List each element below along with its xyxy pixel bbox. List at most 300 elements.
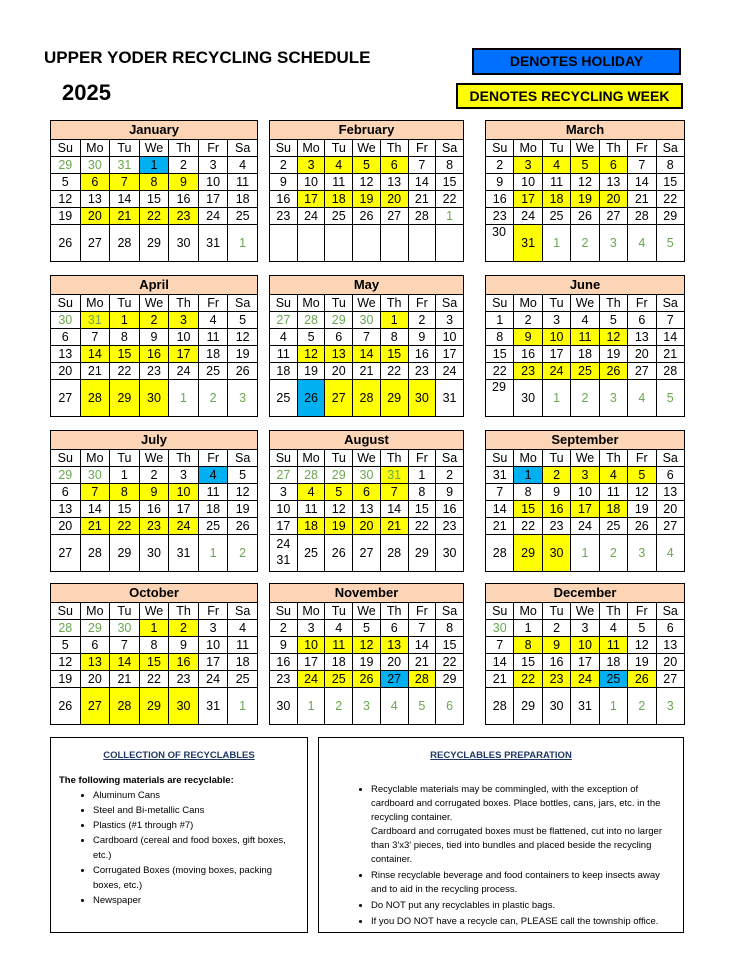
day-number: 6: [609, 158, 617, 172]
day-number: 16: [414, 347, 429, 361]
day-cell: [409, 312, 437, 329]
day-number: 20: [606, 192, 621, 206]
weekday-label: Mo: [514, 140, 542, 157]
day-number: 13: [87, 192, 102, 206]
day-number: 16: [147, 502, 161, 516]
day-number: 29: [331, 468, 346, 482]
day-number: 5: [638, 621, 646, 635]
day-number: 28: [117, 699, 132, 713]
day-cell: [81, 363, 111, 380]
weekday-header-row: [270, 450, 464, 467]
day-cell: [409, 535, 437, 572]
day-cell: [298, 191, 326, 208]
day-cell: [600, 346, 628, 363]
day-cell: [325, 518, 353, 535]
week-row: [270, 688, 464, 725]
day-number: 23: [549, 519, 564, 533]
month-name: June: [486, 276, 685, 295]
day-number: 21: [117, 209, 132, 223]
day-number: 27: [634, 364, 649, 378]
day-number: 20: [663, 502, 678, 516]
weekday-label: We: [140, 603, 170, 620]
day-number: 7: [362, 330, 370, 344]
day-number: 14: [359, 347, 374, 361]
day-number: 1: [390, 313, 398, 327]
day-number: 3: [279, 485, 287, 499]
day-number: 6: [666, 621, 674, 635]
day-cell: [628, 157, 656, 174]
day-cell: [657, 312, 685, 329]
day-cell: [514, 346, 542, 363]
day-cell: [199, 654, 229, 671]
day-cell: [436, 329, 464, 346]
day-number: 21: [492, 519, 507, 533]
day-cell: [436, 157, 464, 174]
day-cell: [140, 501, 170, 518]
day-number: 15: [442, 175, 457, 189]
day-cell: [325, 620, 353, 637]
day-cell: [110, 501, 140, 518]
day-number: 6: [638, 313, 646, 327]
day-cell: [486, 346, 514, 363]
day-cell: [51, 654, 81, 671]
day-number: 31: [176, 546, 191, 560]
day-number: 9: [553, 638, 561, 652]
day-cell: [409, 620, 437, 637]
day-number: 18: [578, 347, 592, 361]
day-number: 15: [414, 502, 429, 516]
list-item: • Aluminum Cans: [93, 788, 299, 803]
day-cell: [298, 329, 326, 346]
list-item: Cardboard and corrugated boxes must be flattened, cut into no larger than 3'x3' pieces, tied into bundles and placed beside the recycling container.: [371, 826, 662, 865]
day-cell: [298, 671, 326, 688]
day-number: 21: [414, 192, 429, 206]
day-number: 24: [304, 209, 318, 223]
day-number: 3: [581, 468, 589, 482]
day-number: 25: [206, 519, 221, 533]
day-cell: [353, 225, 381, 262]
day-cell: [353, 535, 381, 572]
day-cell: [628, 637, 656, 654]
day-cell: [600, 654, 628, 671]
day-number: 14: [117, 655, 132, 669]
day-cell: [110, 208, 140, 225]
day-number: 23: [176, 209, 191, 223]
day-number: 21: [117, 672, 132, 686]
week-row: [270, 518, 464, 535]
day-number: 5: [239, 313, 247, 327]
day-number: 19: [58, 209, 73, 223]
day-cell: [657, 467, 685, 484]
day-number: 1: [496, 313, 504, 327]
day-cell: [169, 467, 199, 484]
month-name: November: [270, 584, 464, 603]
day-cell: [514, 637, 542, 654]
day-number: 13: [58, 502, 73, 516]
day-cell: [325, 208, 353, 225]
day-cell: [353, 637, 381, 654]
day-cell: [298, 535, 326, 572]
day-number: 10: [176, 330, 191, 344]
day-number: 25: [606, 519, 621, 533]
day-cell: [140, 637, 170, 654]
day-number: 27: [606, 209, 621, 223]
day-cell: [140, 620, 170, 637]
day-number: 6: [335, 330, 343, 344]
day-number: 13: [387, 638, 402, 652]
day-number: 25: [235, 672, 250, 686]
day-number: 27: [387, 672, 402, 686]
day-cell: [514, 535, 542, 572]
day-cell: [81, 637, 111, 654]
day-cell: [600, 380, 628, 417]
day-number: 28: [304, 468, 318, 482]
day-cell: [140, 518, 170, 535]
day-number: 8: [418, 485, 426, 499]
preparation-list: [371, 783, 665, 929]
day-cell: [298, 346, 326, 363]
weekday-label: Th: [169, 450, 199, 467]
day-cell: [436, 174, 464, 191]
week-row: [486, 484, 685, 501]
day-number: 10: [206, 175, 221, 189]
week-row: [51, 620, 258, 637]
day-cell: [298, 620, 326, 637]
day-cell: [81, 329, 111, 346]
day-number: 19: [634, 655, 649, 669]
day-cell: [199, 346, 229, 363]
day-number: 23: [276, 672, 291, 686]
day-number: 2: [581, 236, 589, 250]
day-number: 29: [147, 236, 161, 250]
day-number: 26: [304, 391, 318, 405]
day-number: 28: [304, 313, 318, 327]
day-number: 28: [634, 209, 649, 223]
week-row: [486, 467, 685, 484]
weekday-label: Su: [486, 295, 514, 312]
day-number: 27: [276, 468, 291, 482]
day-cell: [571, 637, 599, 654]
day-number: 31: [492, 468, 507, 482]
day-cell: [436, 518, 464, 535]
day-cell: [381, 208, 409, 225]
day-cell: [325, 654, 353, 671]
day-number: 13: [387, 175, 402, 189]
day-cell: [51, 671, 81, 688]
weekday-header-row: [486, 295, 685, 312]
day-number: 14: [414, 638, 429, 652]
day-cell: [381, 484, 409, 501]
day-cell: [110, 671, 140, 688]
day-cell: [514, 225, 542, 262]
day-number: 7: [120, 175, 128, 189]
day-cell: [571, 484, 599, 501]
day-number: 19: [359, 655, 374, 669]
day-number: 12: [359, 638, 374, 652]
day-cell: [169, 518, 199, 535]
day-cell: [169, 535, 199, 572]
day-number: 29: [442, 672, 457, 686]
day-number: 3: [209, 158, 217, 172]
day-cell: [228, 637, 258, 654]
weekday-header-row: [51, 140, 258, 157]
day-number: 2: [609, 546, 617, 560]
day-cell: [600, 363, 628, 380]
day-cell: [270, 688, 298, 725]
day-number: 7: [390, 485, 398, 499]
day-cell: [486, 688, 514, 725]
day-cell: [486, 518, 514, 535]
weekday-label: Th: [381, 140, 409, 157]
day-number: 1: [307, 699, 315, 713]
month-name: July: [51, 431, 258, 450]
day-cell: [600, 535, 628, 572]
day-cell: [110, 363, 140, 380]
day-cell: [543, 535, 571, 572]
day-cell: [543, 208, 571, 225]
day-cell: [228, 654, 258, 671]
day-cell: [51, 484, 81, 501]
day-cell: [657, 157, 685, 174]
day-cell: [110, 484, 140, 501]
weekday-label: We: [353, 140, 381, 157]
day-cell: [199, 501, 229, 518]
day-cell: [514, 467, 542, 484]
weekday-label: Sa: [657, 603, 685, 620]
day-number: 20: [359, 519, 374, 533]
day-number: 30: [549, 546, 564, 560]
day-cell: [199, 329, 229, 346]
day-cell: [199, 208, 229, 225]
day-cell: [628, 191, 656, 208]
weekday-label: Sa: [657, 450, 685, 467]
day-number: 14: [87, 347, 102, 361]
day-cell: [514, 312, 542, 329]
day-number: 6: [446, 699, 454, 713]
weekday-header-row: [486, 140, 685, 157]
week-row: [270, 157, 464, 174]
day-number: 27: [58, 391, 73, 405]
day-number: 25: [606, 672, 621, 686]
week-row: [270, 312, 464, 329]
weekday-label: Mo: [514, 295, 542, 312]
day-cell: [110, 637, 140, 654]
day-number: 24: [206, 209, 221, 223]
day-number: 18: [235, 655, 250, 669]
day-number: 11: [606, 485, 620, 499]
day-cell: [169, 225, 199, 262]
day-cell: [110, 380, 140, 417]
day-cell: [381, 225, 409, 262]
day-cell: [571, 208, 599, 225]
day-cell: [381, 535, 409, 572]
day-cell: [486, 208, 514, 225]
day-number: 1: [209, 546, 217, 560]
day-cell: [270, 671, 298, 688]
day-cell: [353, 191, 381, 208]
day-number: 3: [609, 391, 617, 405]
day-number: 31: [442, 391, 457, 405]
day-cell: [270, 191, 298, 208]
day-number: 3: [581, 621, 589, 635]
day-number: 14: [414, 175, 429, 189]
week-row: [51, 191, 258, 208]
day-cell: [81, 191, 111, 208]
day-number: 16: [147, 347, 161, 361]
month-september: [485, 430, 685, 572]
list-item: • Corrugated Boxes (moving boxes, packing boxes, etc.): [93, 863, 299, 893]
day-cell: [436, 637, 464, 654]
day-cell: [140, 654, 170, 671]
day-cell: [81, 174, 111, 191]
month-name: August: [270, 431, 464, 450]
day-cell: [228, 363, 258, 380]
day-number: 10: [304, 175, 318, 189]
day-number: 1: [239, 236, 247, 250]
month-name: September: [486, 431, 685, 450]
day-cell: [110, 329, 140, 346]
day-cell: [325, 501, 353, 518]
day-cell: [169, 688, 199, 725]
day-cell: [110, 312, 140, 329]
day-number: 16: [176, 192, 191, 206]
day-number: 8: [446, 621, 454, 635]
day-number: 4: [609, 621, 617, 635]
day-number: 2: [209, 391, 217, 405]
day-number: 28: [492, 699, 507, 713]
week-row: [51, 654, 258, 671]
day-cell: [543, 501, 571, 518]
day-number: 30: [359, 313, 374, 327]
day-number: 22: [117, 364, 132, 378]
day-number: 11: [550, 175, 564, 189]
day-cell: [199, 225, 229, 262]
day-number: 25: [276, 391, 291, 405]
day-cell: [325, 637, 353, 654]
day-number: 19: [235, 502, 250, 516]
day-cell: [81, 157, 111, 174]
day-number: 26: [578, 209, 592, 223]
day-number: 14: [492, 502, 507, 516]
list-item: • Recyclable materials may be commingled, with the exception of cardboard and corrugated boxes. Place bottles, cans, jars, etc. in the recycling container.: [371, 783, 665, 825]
day-cell: [228, 346, 258, 363]
day-number: 29: [58, 468, 73, 482]
day-cell: [270, 620, 298, 637]
day-cell: [543, 225, 571, 262]
day-number: 21: [87, 519, 102, 533]
month-april: [50, 275, 258, 417]
list-item: • Cardboard (cereal and food boxes, gift boxes, etc.): [93, 833, 299, 863]
day-number: 20: [87, 209, 102, 223]
week-row: [51, 225, 258, 262]
weekday-label: Th: [600, 295, 628, 312]
day-number: 14: [117, 192, 132, 206]
day-number: 5: [362, 158, 370, 172]
weekday-label: Th: [381, 450, 409, 467]
day-cell: [436, 191, 464, 208]
day-cell: [381, 637, 409, 654]
day-cell: [628, 346, 656, 363]
weekday-label: Fr: [628, 140, 656, 157]
day-number: 7: [120, 638, 128, 652]
day-cell: [81, 484, 111, 501]
day-cell: [657, 484, 685, 501]
day-number: 3: [638, 546, 646, 560]
day-cell: [600, 688, 628, 725]
day-number: 20: [387, 192, 402, 206]
day-cell: [486, 637, 514, 654]
day-cell: [110, 535, 140, 572]
day-number: 2: [553, 468, 561, 482]
day-cell: [436, 654, 464, 671]
day-cell: [270, 312, 298, 329]
day-number: 16: [492, 192, 507, 206]
day-number: 7: [418, 621, 426, 635]
day-cell: [409, 346, 437, 363]
day-cell: [543, 380, 571, 417]
month-february: [269, 120, 464, 262]
day-cell: [628, 688, 656, 725]
day-number: 26: [634, 672, 649, 686]
day-cell: [169, 671, 199, 688]
day-number: 28: [87, 546, 102, 560]
day-cell: [436, 312, 464, 329]
day-number: 16: [176, 655, 191, 669]
day-cell: [436, 467, 464, 484]
day-cell: [514, 688, 542, 725]
day-cell: [514, 363, 542, 380]
day-cell: [228, 671, 258, 688]
day-number: 11: [236, 175, 250, 189]
day-cell: [381, 501, 409, 518]
weekday-header-row: [486, 450, 685, 467]
day-number: 10: [578, 485, 592, 499]
week-row: [270, 346, 464, 363]
week-row: [486, 329, 685, 346]
day-number: 24: [521, 209, 536, 223]
week-row: [51, 363, 258, 380]
day-cell: [298, 312, 326, 329]
day-cell: [270, 654, 298, 671]
day-number: 27: [387, 209, 402, 223]
day-cell: [51, 157, 81, 174]
holiday-legend: [472, 48, 681, 75]
weekday-label: Fr: [409, 450, 437, 467]
day-cell: [381, 363, 409, 380]
day-number: 23: [521, 364, 536, 378]
day-cell: [270, 484, 298, 501]
day-cell: [381, 191, 409, 208]
day-cell: [486, 535, 514, 572]
day-number: 9: [418, 330, 426, 344]
day-cell: [381, 329, 409, 346]
weekday-label: Mo: [81, 140, 111, 157]
weekday-label: Fr: [199, 295, 229, 312]
day-cell: [169, 312, 199, 329]
day-number: 2: [446, 468, 454, 482]
day-cell: [51, 346, 81, 363]
day-number: 22: [521, 519, 536, 533]
day-cell: [81, 671, 111, 688]
day-number: 9: [279, 638, 287, 652]
day-cell: [228, 501, 258, 518]
day-cell: [228, 620, 258, 637]
day-cell: [409, 225, 437, 262]
day-number: 20: [58, 364, 73, 378]
weekday-label: Sa: [228, 295, 258, 312]
week-row: [270, 535, 464, 572]
day-cell: [298, 688, 326, 725]
